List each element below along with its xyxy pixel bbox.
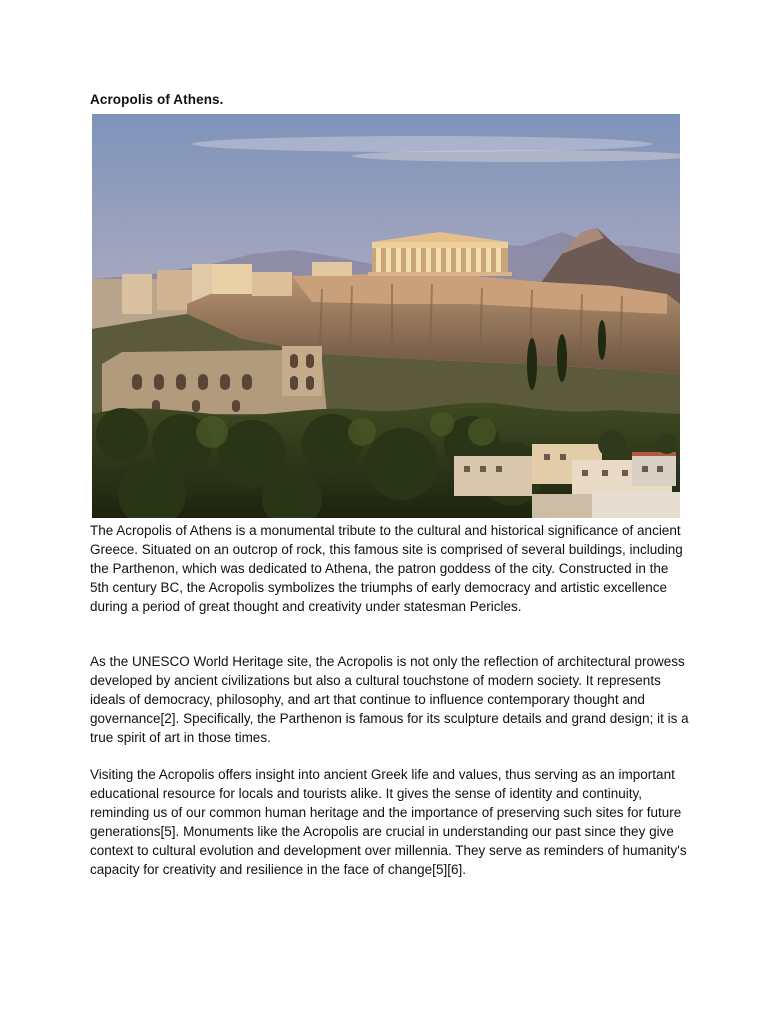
acropolis-photo bbox=[92, 114, 680, 518]
odeon-shape bbox=[102, 346, 327, 414]
paragraph-2: As the UNESCO World Heritage site, the Acropolis is not only the reflection of architectural prowess developed by ancient civilizations but also a cultural touchstone of modern society. It represents ideals of democracy, philosophy, and art that continue to influence contemporary thought and governance[2]. Specifically, the Parthenon is famous for its sculpture details and grand design; it is a true spirit of art in those times. bbox=[90, 654, 689, 745]
paragraph-3: Visiting the Acropolis offers insight into ancient Greek life and values, thus serving as an important educational resource for locals and tourists alike. It gives the sense of identity and continuity, reminding us of our common human heritage and the importance of preserving such sites for future generations[5]. Monuments like the Acropolis are crucial in understanding our past since they give context to cultural evolution and development over millennia. They serve as reminders of humanity's capacity for creativity and resilience in the face of change[5][6]. bbox=[90, 767, 687, 877]
paragraph-1: The Acropolis of Athens is a monumental tribute to the cultural and historical significance of ancient Greece. Situated on an outcrop of rock, this famous site is comprised of several buildings, including the Parthenon, which was dedicated to Athena, the patron goddess of the city. Constructed in the 5th century BC, the Acropolis symbolizes the triumphs of early democracy and artistic excellence during a period of great thought and creativity under statesman Pericles. bbox=[90, 523, 683, 614]
page-title: Acropolis of Athens. bbox=[90, 92, 224, 107]
acropolis-illustration bbox=[92, 114, 680, 518]
